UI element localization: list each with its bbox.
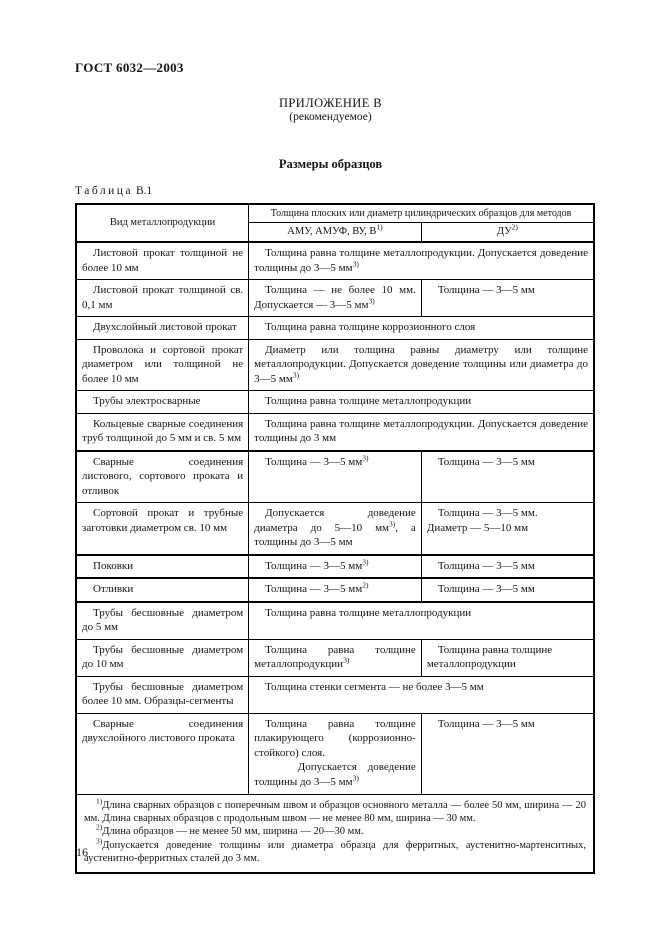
table-label [75, 185, 152, 197]
cell-thickness-du: Толщина — 3—5 мм [421, 578, 594, 602]
appendix-title: ПРИЛОЖЕНИЕ В [279, 96, 382, 110]
table-row [76, 317, 594, 340]
section-title: Размеры образцов [278, 157, 383, 171]
cell-product-type: Двухслойный листовой прокат [76, 317, 249, 340]
cell-product-type: Проволока и сортовой прокат диаметром или толщиной не более 10 мм [76, 339, 249, 391]
table-row [76, 578, 594, 602]
cell-thickness-du: Толщина — 3—5 мм [421, 280, 594, 317]
column-header-methods-group: Толщина плоских или диаметр цилиндрических образцов для методов [249, 204, 594, 223]
cell-product-type: Поковки [76, 555, 249, 579]
cell-thickness-du: Толщина — 3—5 мм [421, 451, 594, 503]
table-body [76, 242, 594, 873]
cell-product-type: Отливки [76, 578, 249, 602]
cell-thickness-all-methods: Толщина равна толщине коррозионного слоя [249, 317, 594, 340]
table-row [76, 503, 594, 555]
page-number: 16 [76, 845, 88, 859]
appendix-subtitle: (рекомендуемое) [289, 111, 372, 123]
table-row [76, 639, 594, 676]
table-row [76, 602, 594, 640]
footnote: $^{3)}$Допускается доведение толщины или диаметра образца для ферритных, аустенитно-мартенситных, аустенитно-ферритных сталей до 3 мм. [84, 836, 586, 865]
table-row [76, 555, 594, 579]
table-row [76, 339, 594, 391]
cell-product-type: Трубы бесшовные диаметром до 5 мм [76, 602, 249, 640]
cell-thickness-amu: Толщина — не более 10 мм. Допускается — 3—5 $мм^{3)}$ [249, 280, 422, 317]
cell-thickness-du: Толщина — 3—5 мм. Диаметр — 5—10 мм [421, 503, 594, 555]
cell-product-type: Кольцевые сварные соединения труб толщиной до 5 мм и св. 5 мм [76, 413, 249, 451]
table-footnotes-cell [76, 794, 594, 873]
cell-product-type: Трубы бесшовные диаметром более 10 мм. Образцы-сегменты [76, 676, 249, 713]
cell-thickness-all-methods: Толщина равна толщине металлопродукции [249, 391, 594, 414]
cell-product-type: Сварные соединения двухслойного листового проката [76, 713, 249, 794]
column-header-method-du: ДУ$^{2)}$ [421, 223, 594, 242]
table-row [76, 391, 594, 414]
cell-thickness-all-methods: Диаметр или толщина равны диаметру или толщине металлопродукции. Допускается доведение толщины или диаметра до 3—5 $мм^{3)}$ [249, 339, 594, 391]
cell-thickness-amu: Толщина — 3—5 $мм^{3)}$ [249, 555, 422, 579]
table-row [76, 676, 594, 713]
cell-thickness-amu: Толщина равна толщине плакирующего (коррозионно-стойкого) слоя. Допускается доведение толщины до 3—5 $мм^{3)}$ [249, 713, 422, 794]
table-row [76, 451, 594, 503]
specimen-size-table [75, 203, 595, 874]
cell-product-type: Сортовой прокат и трубные заготовки диаметром св. 10 мм [76, 503, 249, 555]
cell-thickness-amu: Толщина равна толщине металлопродукции$^{3)}$ [249, 639, 422, 676]
cell-thickness-amu: Толщина — 3—5 $мм^{2)}$ [249, 578, 422, 602]
footnote: $^{1)}$Длина сварных образцов с поперечным швом и образцов основного металла — более 50 мм, ширина — 20 мм. Длина сварных образцов с продольным швом — не менее 80 мм, ширина — 30 мм. [84, 796, 586, 824]
column-header-method-amu: АМУ, АМУФ, ВУ, $В^{1)}$ [249, 223, 422, 242]
table-row [76, 242, 594, 280]
cell-thickness-all-methods: Толщина стенки сегмента — не более 3—5 мм [249, 676, 594, 713]
table-header [76, 204, 594, 242]
cell-product-type: Листовой прокат толщиной св. 0,1 мм [76, 280, 249, 317]
table-row [76, 713, 594, 794]
table-row [76, 280, 594, 317]
cell-thickness-amu: Толщина — 3—5 $мм^{3)}$ [249, 451, 422, 503]
table-label-number: В.1 [135, 185, 153, 197]
footnote: $^{2)}$Длина образцов — не менее 50 мм, ширина — 20—30 мм. [96, 822, 364, 838]
table-label-word: Таблица [75, 185, 134, 197]
cell-thickness-all-methods: Толщина равна толщине металлопродукции. Допускается доведение толщины до 3—5 $мм^{3)}$ [249, 242, 594, 280]
cell-product-type: Сварные соединения листового, сортового проката и отливок [76, 451, 249, 503]
cell-thickness-du: Толщина — 3—5 мм [421, 555, 594, 579]
document-number: ГОСТ 6032—2003 [75, 60, 184, 75]
table-footnotes-row [76, 794, 594, 873]
cell-thickness-all-methods: Толщина равна толщине металлопродукции. Допускается доведение толщины до 3 мм [249, 413, 594, 451]
cell-thickness-all-methods: Толщина равна толщине металлопродукции [249, 602, 594, 640]
cell-thickness-du: Толщина равна толщине металлопродукции [421, 639, 594, 676]
cell-product-type: Трубы электросварные [76, 391, 249, 414]
column-header-product: Вид металлопродукции [76, 204, 249, 242]
cell-thickness-amu: Допускается доведение диаметра до 5—10 $мм^{3)}$, а толщины до 3—5 мм [249, 503, 422, 555]
cell-thickness-du: Толщина — 3—5 мм [421, 713, 594, 794]
table-row [76, 413, 594, 451]
cell-product-type: Трубы бесшовные диаметром до 10 мм [76, 639, 249, 676]
cell-product-type: Листовой прокат толщиной не более 10 мм [76, 242, 249, 280]
